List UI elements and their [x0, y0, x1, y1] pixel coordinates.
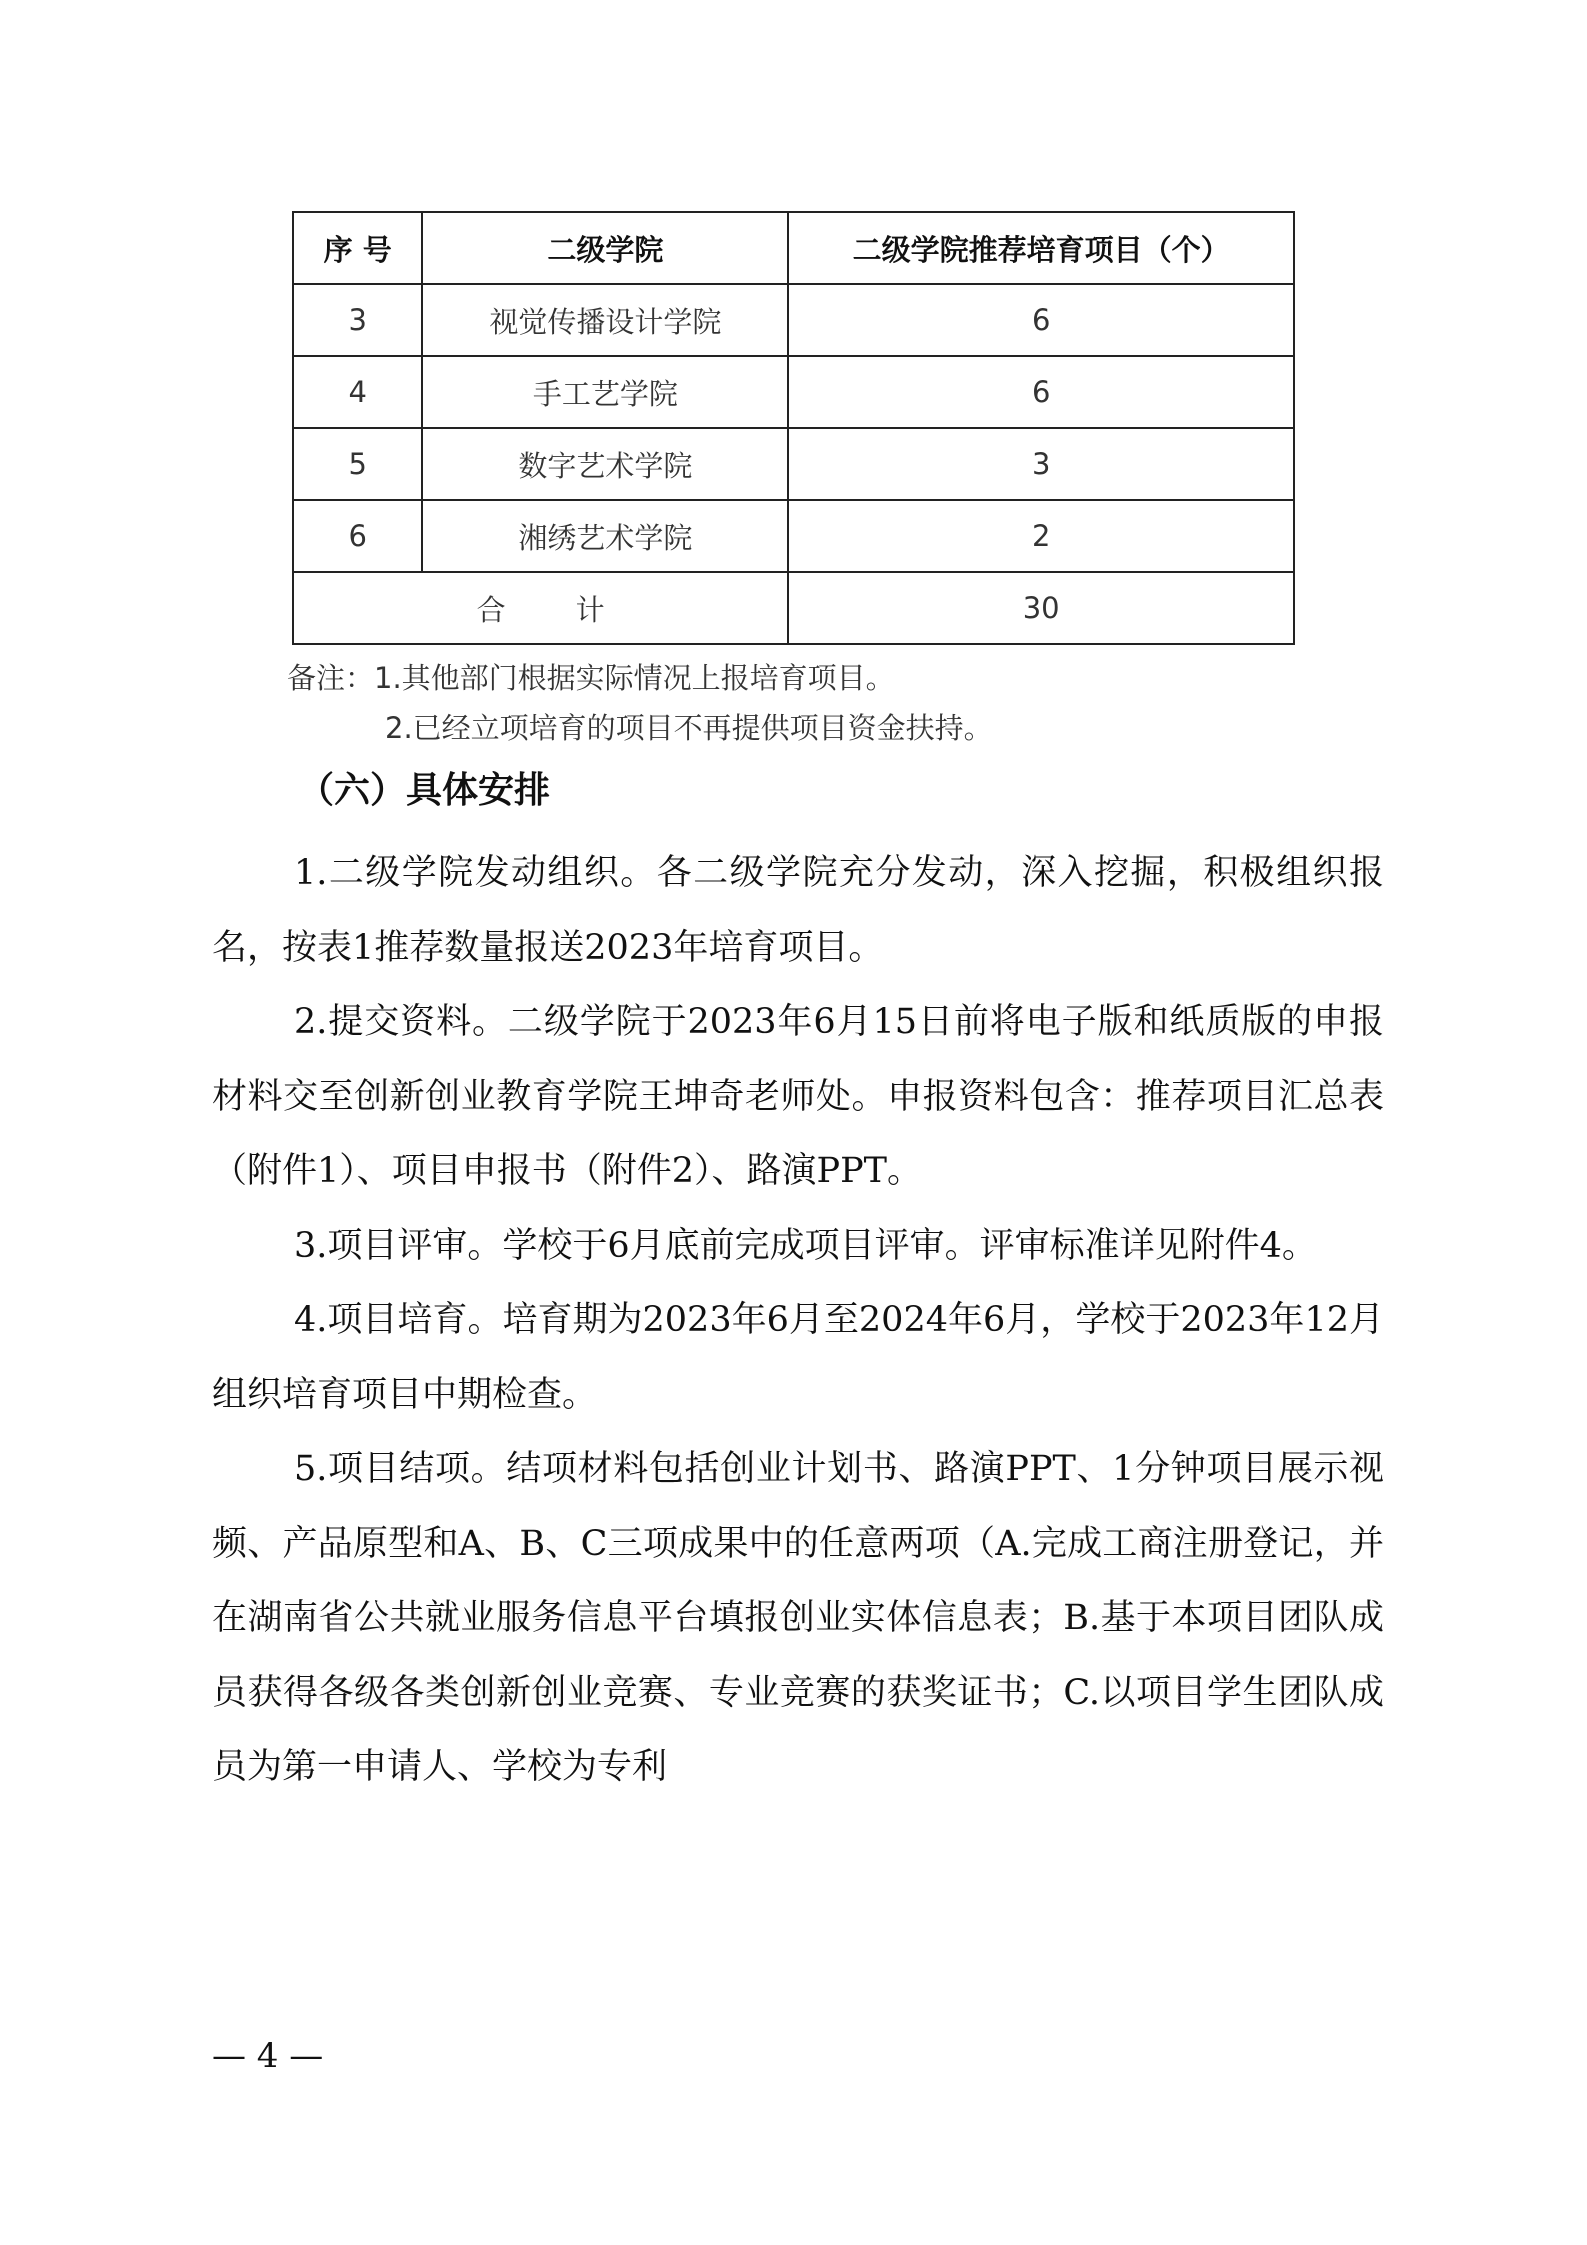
paragraph: 3.项目评审。学校于6月底前完成项目评审。评审标准详见附件4。 — [294, 1225, 1317, 1266]
table-row — [293, 428, 1294, 500]
cell-serial: 3 — [293, 284, 422, 356]
page-number: — 4 — — [212, 2036, 324, 2076]
table-total-row — [293, 572, 1294, 644]
header-serial: 序 号 — [293, 212, 422, 284]
cell-college: 手工艺学院 — [422, 356, 788, 428]
header-college: 二级学院 — [422, 212, 788, 284]
table-note-1: 备注：1.其他部门根据实际情况上报培育项目。 — [287, 661, 895, 695]
cell-count: 6 — [788, 284, 1294, 356]
recommendation-table — [292, 211, 1295, 645]
total-label: 合计 — [293, 572, 788, 644]
paragraph: 5.项目结项。结项材料包括创业计划书、路演PPT、1分钟项目展示视频、产品原型和A、B、C三项成果中的任意两项（A.完成工商注册登记，并在湖南省公共就业服务信息平台填报创业实体信息表；B.基于本项目团队成员获得各级各类创新创业竞赛、专业竞赛的获奖证书；C.以项目学生团队成员为第一申请人、学校为专利 — [212, 1449, 1384, 1787]
total-value: 30 — [788, 572, 1294, 644]
cell-college: 湘绣艺术学院 — [422, 500, 788, 572]
cell-college: 视觉传播设计学院 — [422, 284, 788, 356]
paragraph: 1.二级学院发动组织。各二级学院充分发动，深入挖掘，积极组织报名，按表1推荐数量报送2023年培育项目。 — [212, 853, 1384, 968]
cell-serial: 5 — [293, 428, 422, 500]
table-note-2: 2.已经立项培育的项目不再提供项目资金扶持。 — [385, 711, 993, 745]
body-text — [212, 836, 1384, 1805]
cell-count: 2 — [788, 500, 1294, 572]
cell-college: 数字艺术学院 — [422, 428, 788, 500]
cell-count: 6 — [788, 356, 1294, 428]
header-count: 二级学院推荐培育项目（个） — [788, 212, 1294, 284]
table-row — [293, 500, 1294, 572]
cell-serial: 6 — [293, 500, 422, 572]
cell-serial: 4 — [293, 356, 422, 428]
table-row — [293, 356, 1294, 428]
section-heading: （六）具体安排 — [298, 770, 551, 811]
table-row — [293, 284, 1294, 356]
cell-count: 3 — [788, 428, 1294, 500]
paragraph: 4.项目培育。培育期为2023年6月至2024年6月，学校于2023年12月组织培育项目中期检查。 — [212, 1300, 1384, 1415]
paragraph: 2.提交资料。二级学院于2023年6月15日前将电子版和纸质版的申报材料交至创新创业教育学院王坤奇老师处。申报资料包含：推荐项目汇总表（附件1）、项目申报书（附件2）、路演PPT。 — [212, 1002, 1384, 1191]
table-header-row — [293, 212, 1294, 284]
